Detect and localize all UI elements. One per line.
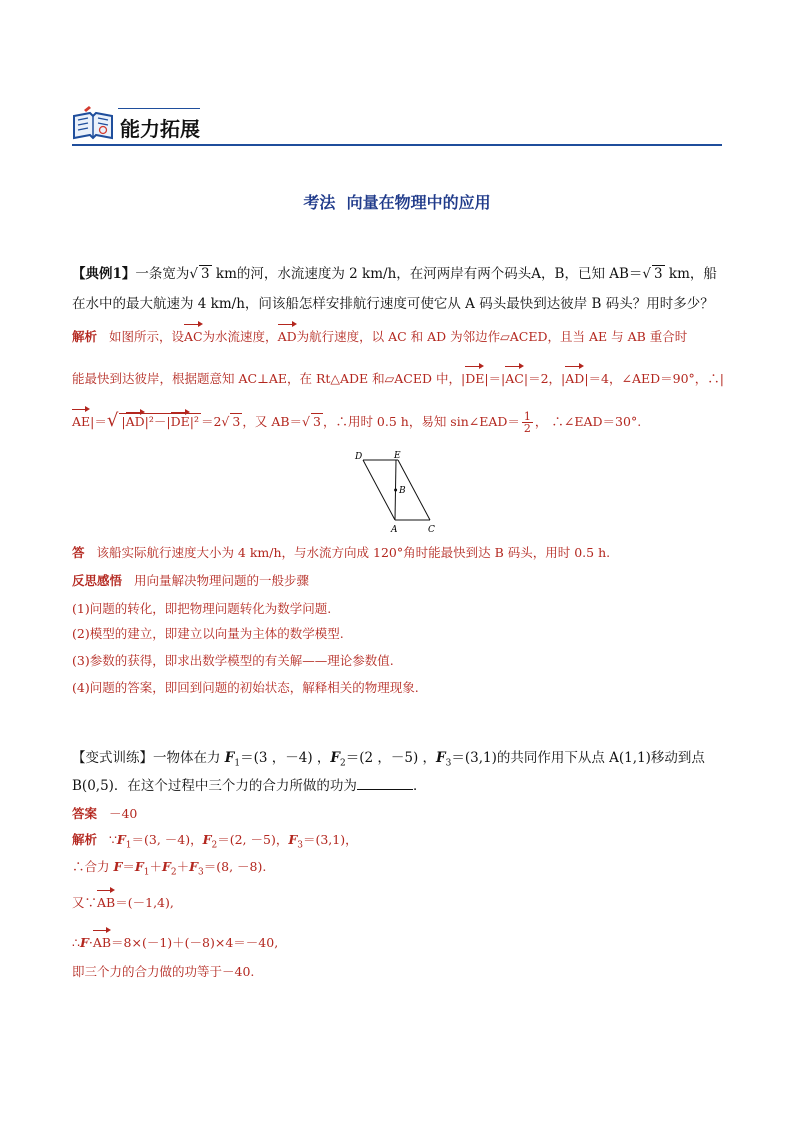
variant-analysis-line-5: 即三个力的合力做的功等于－40. xyxy=(72,964,255,979)
header xyxy=(72,100,722,148)
label-d: D xyxy=(355,452,363,462)
label-b: B xyxy=(399,486,406,496)
answer-label: 答 xyxy=(72,545,85,560)
label-c: C xyxy=(428,525,435,535)
analysis-line-1: 解析 如图所示，设AC为水流速度，AD为航行速度，以 AC 和 AD 为邻边作▱ACED，且当 AE 与 AB 重合时 xyxy=(72,326,722,348)
example-question-line-2: 在水中的最大航速为 4 km/h，问该船怎样安排航行速度可使它从 A 码头最快到达彼岸 B 码头？用时多少？ xyxy=(72,296,714,312)
analysis-line-3: AE|＝√ |AD|²－|DE|² ＝2√ 3 ，又 AB＝√ 3 ，∴用时 0.5 h，易知 sin∠EAD＝ $\frac{1}{2}$ ， ∴∠EAD＝30°. xyxy=(72,410,642,435)
variant-analysis-label: 解析 xyxy=(72,832,98,847)
analysis-label: 解析 xyxy=(72,329,98,344)
reflection-step-1: (1)问题的转化，即把物理问题转化为数学问题. xyxy=(72,601,332,616)
variant-tag: 【变式训练】 xyxy=(72,750,153,766)
variant-question-line-1: 【变式训练】一物体在力 $F_1=(3$ ，－4) ，$F_2=(2$ ，－5) ，$F_3=(3,1)$的共同作用下从点 A(1,1)移动到点 xyxy=(72,750,705,769)
variant-answer-label: 答案 xyxy=(72,806,98,821)
book-icon xyxy=(72,104,114,144)
header-rule xyxy=(72,144,722,146)
variant-analysis-line-2: ∴合力 $F=F_1+F_2+F_3=(8$, －8). xyxy=(72,859,267,878)
reflection-step-3: (3)参数的获得，即求出数学模型的有关解——理论参数值. xyxy=(72,653,394,668)
parallelogram-diagram xyxy=(350,448,440,538)
section-title: 考法 向量在物理中的应用 xyxy=(303,193,491,212)
variant-analysis-line-4: ∴F·AB＝8×(－1)＋(－8)×4＝－40, xyxy=(72,932,722,954)
variant-analysis-line-3: 又∵AB＝(－1,4), xyxy=(72,892,722,914)
header-title: 能力拓展 xyxy=(120,117,200,141)
reflection-step-4: (4)问题的答案，即回到问题的初始状态，解释相关的物理现象. xyxy=(72,680,419,695)
variant-answer: 答案 －40 xyxy=(72,806,138,821)
example-answer: 答 该船实际航行速度大小为 4 km/h，与水流方向成 120°角时能最快到达 B 码头，用时 0.5 h. xyxy=(72,545,611,560)
variant-question-line-2: B(0,5)．在这个过程中三个力的合力所做的功为 ． xyxy=(72,775,722,797)
example-tag: 【典例1】 xyxy=(72,266,136,282)
fraction-one-half: $\frac{1}{2}$ xyxy=(523,410,531,435)
reflection-step-2: (2)模型的建立，即建立以向量为主体的数学模型. xyxy=(72,626,344,641)
reflection-heading: 反思感悟 用向量解决物理问题的一般步骤 xyxy=(72,573,309,588)
header-top-line xyxy=(118,108,200,109)
label-e: E xyxy=(394,451,401,461)
variant-analysis-line-1: 解析 $\because F_1=(3$, －4)，$F_2=(2$, －5)，$F_3=(3,1)$， xyxy=(72,832,358,851)
label-a: A xyxy=(391,525,398,535)
example-question-line-1: 【典例1】一条宽为√ 3 km的河，水流速度为 2 km/h，在河两岸有两个码头A，B，已知 AB＝√ 3 km，船 xyxy=(72,266,717,282)
analysis-line-2: 能最快到达彼岸，根据题意知 AC⊥AE，在 Rt△ADE 和▱ACED 中，|DE|＝|AC|＝2，|AD|＝4，∠AED＝90°，∴| xyxy=(72,368,722,390)
answer-blank xyxy=(357,775,413,790)
